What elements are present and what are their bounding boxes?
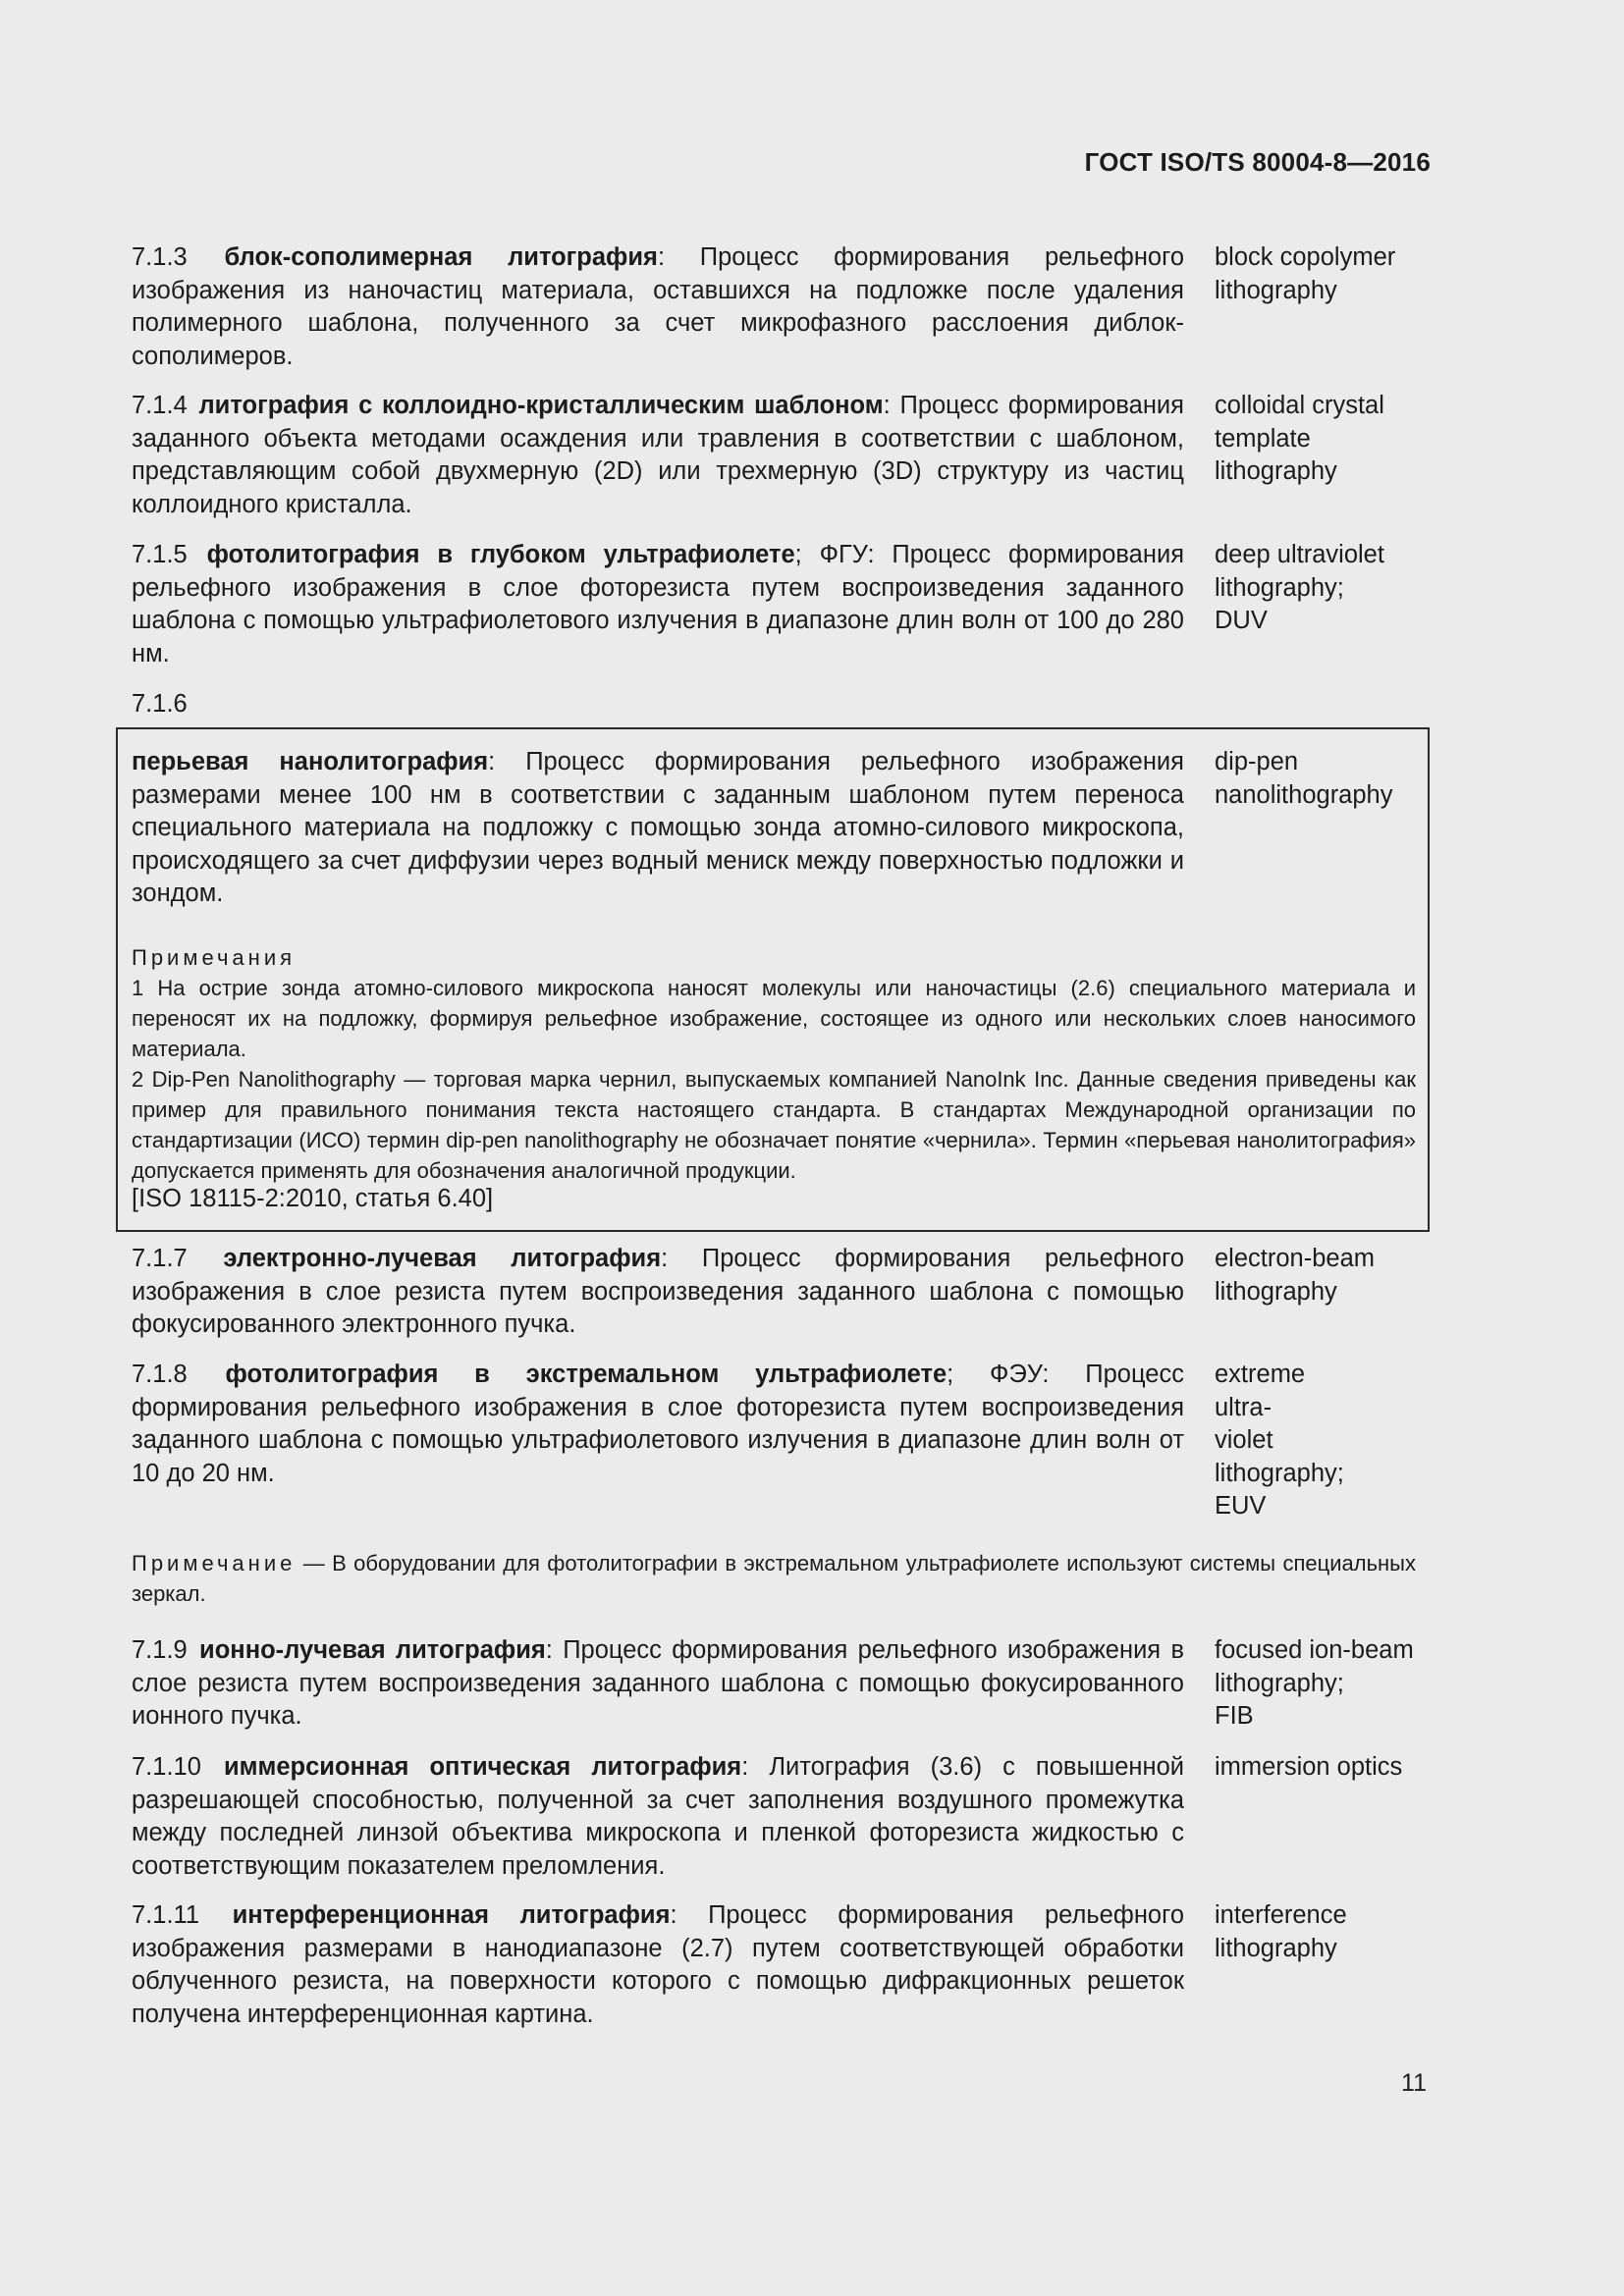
english-term-line: lithography [1215, 276, 1337, 304]
english-term [1215, 241, 1433, 373]
english-term [1215, 1634, 1433, 1734]
english-term-line: lithography [1215, 1934, 1337, 1962]
term-entry-7-1-11 [132, 1899, 1433, 2031]
english-term [1215, 539, 1433, 670]
english-term-line: template [1215, 424, 1311, 453]
note-label: Примечание [132, 1551, 297, 1575]
english-term [1215, 1243, 1433, 1342]
term-entry-7-1-7 [132, 1243, 1433, 1342]
english-term-line: lithography; [1215, 573, 1344, 602]
english-term-line: violet [1215, 1426, 1273, 1454]
term-text: : Процесс формирования рельефного изображения в слое резиста путем воспроизведения заданного шаблона с помощью фокусированного ионного пучка. [132, 1636, 1184, 1730]
term-number: 7.1.6 [132, 690, 188, 718]
term-number: 7.1.11 [132, 1901, 200, 1929]
notes-title: Примечания [132, 945, 297, 970]
note-1: 1 На острие зонда атомно-силового микроскопа наносят молекулы или наночастицы (2.6) специального материала и переносят их на подложку, формируя рельефное изображение, состоящее из одного или нескольких слоев наносимого материала. [132, 976, 1416, 1061]
term-number: 7.1.5 [132, 541, 188, 568]
document-header: ГОСТ ISO/TS 80004-8—2016 [1084, 147, 1431, 177]
english-term-line: interference [1215, 1901, 1347, 1929]
english-term [1215, 1359, 1433, 1523]
note-7-1-8 [132, 1548, 1416, 1609]
term-entry-7-1-6 [132, 746, 1433, 911]
term-name: электронно-лучевая литография [223, 1245, 662, 1272]
term-number: 7.1.9 [132, 1636, 188, 1664]
term-entry-7-1-5 [132, 539, 1433, 670]
term-text: : Процесс формирования рельефного изображения размерами в нанодиапазоне (2.7) путем соответствующей обработки облученного резиста, на поверхности которого с помощью дифракционных решеток получена интерференционная картина. [132, 1901, 1185, 2028]
term-definition [132, 1751, 1184, 1883]
term-number: 7.1.7 [132, 1245, 188, 1272]
english-term-line: block copolymer [1215, 243, 1396, 271]
term-name: фотолитография в глубоком ультрафиолете [206, 541, 795, 568]
term-name: иммерсионная оптическая литография [223, 1753, 742, 1781]
english-term-line: dip-pen [1215, 748, 1299, 775]
english-term [1215, 1751, 1433, 1883]
term-text: : Процесс формирования рельефного изображения из наночастиц материала, оставшихся на подложке после удаления полимерного шаблона, полученного за счет микрофазного расслоения диблок-сополимеров. [132, 243, 1185, 370]
english-term-line: ultra- [1215, 1393, 1272, 1421]
note-2: 2 Dip-Pen Nanolithography — торговая марка чернил, выпускаемых компанией NanoInk Inc. Данные сведения приведены как пример для правильного понимания текста настоящего стандарта. В стандартах Международной организации по стандартизации (ИСО) термин dip-pen nanolithography не обозначает понятие «чернила». Термин «перьевая нанолитография» допускается применять для обозначения аналогичной продукции. [132, 1067, 1416, 1183]
term-entry-7-1-9 [132, 1634, 1433, 1734]
term-text: : Литография (3.6) с повышенной разрешающей способностью, полученной за счет заполнения воздушного промежутка между последней линзой объектива микроскопа и пленкой фоторезиста жидкостью с соответствующим показателем преломления. [132, 1753, 1185, 1880]
english-term-line: deep ultraviolet [1215, 541, 1384, 568]
term-entry-7-1-3 [132, 241, 1433, 373]
english-term [1215, 746, 1433, 911]
english-term-line: immersion optics [1215, 1753, 1403, 1781]
term-definition [132, 1634, 1184, 1734]
term-name: блок-сополимерная литография [224, 243, 658, 271]
term-definition [132, 746, 1184, 911]
term-definition [132, 1243, 1184, 1342]
term-name: интерференционная литография [232, 1901, 671, 1929]
term-text: ; ФЭУ: Процесс формирования рельефного изображения в слое фоторезиста путем воспроизведения заданного шаблона с помощью ультрафиолетового излучения в диапазоне длин волн от 10 до 20 нм. [132, 1361, 1184, 1487]
english-term-line: DUV [1215, 607, 1268, 634]
english-term-line: colloidal crystal [1215, 392, 1384, 419]
term-name: ионно-лучевая литография [199, 1636, 546, 1664]
notes-block [132, 942, 1416, 1186]
english-term-line: extreme [1215, 1361, 1306, 1388]
term-definition [132, 539, 1184, 670]
term-text: : Процесс формирования рельефного изображения в слое резиста путем воспроизведения заданного шаблона с помощью фокусированного электронного пучка. [132, 1245, 1185, 1338]
term-number: 7.1.10 [132, 1753, 201, 1781]
term-name: перьевая нанолитография [132, 748, 489, 775]
term-entry-7-1-8 [132, 1359, 1433, 1523]
term-text: : Процесс формирования рельефного изображения размерами менее 100 нм в соответствии с заданным шаблоном путем переноса специального материала на подложку с помощью зонда атомно-силового микроскопа, происходящего за счет диффузии через водный мениск между поверхностью подложки и зондом. [132, 748, 1184, 907]
term-name: литография с коллоидно-кристаллическим шаблоном [198, 392, 884, 419]
english-term-line: FIB [1215, 1702, 1254, 1730]
english-term-line: lithography [1215, 1277, 1337, 1306]
english-term-line: lithography; [1215, 1459, 1344, 1487]
term-entry-7-1-10 [132, 1751, 1433, 1883]
note-text: — В оборудовании для фотолитографии в экстремальном ультрафиолете используют системы специальных зеркал. [132, 1551, 1416, 1606]
english-term-line: EUV [1215, 1492, 1267, 1520]
term-number: 7.1.4 [132, 392, 188, 419]
term-definition [132, 390, 1184, 521]
english-term-line: nanolithography [1215, 780, 1393, 809]
page-number: 11 [1401, 2069, 1427, 2097]
term-name: фотолитография в экстремальном ультрафиолете [225, 1361, 947, 1388]
term-number: 7.1.3 [132, 243, 188, 271]
term-number: 7.1.8 [132, 1361, 188, 1388]
source-reference: [ISO 18115-2:2010, статья 6.40] [132, 1185, 494, 1212]
english-term-line: lithography [1215, 457, 1337, 485]
english-term [1215, 390, 1433, 521]
term-text: : Процесс формирования заданного объекта методами осаждения или травления в соответствии с шаблоном, представляющим собой двухмерную (2D) или трехмерную (3D) структуру из частиц коллоидного кристалла. [132, 392, 1184, 518]
english-term-line: focused ion-beam [1215, 1636, 1414, 1664]
term-text: ; ФГУ: Процесс формирования рельефного изображения в слое фоторезиста путем воспроизведения заданного шаблона с помощью ультрафиолетового излучения в диапазоне длин волн от 100 до 280 нм. [132, 541, 1185, 667]
term-definition [132, 1359, 1184, 1523]
term-definition [132, 1899, 1184, 2031]
english-term-line: electron-beam [1215, 1245, 1375, 1272]
term-definition [132, 241, 1184, 373]
term-entry-7-1-4 [132, 390, 1433, 521]
english-term [1215, 1899, 1433, 2031]
english-term-line: lithography; [1215, 1669, 1344, 1697]
